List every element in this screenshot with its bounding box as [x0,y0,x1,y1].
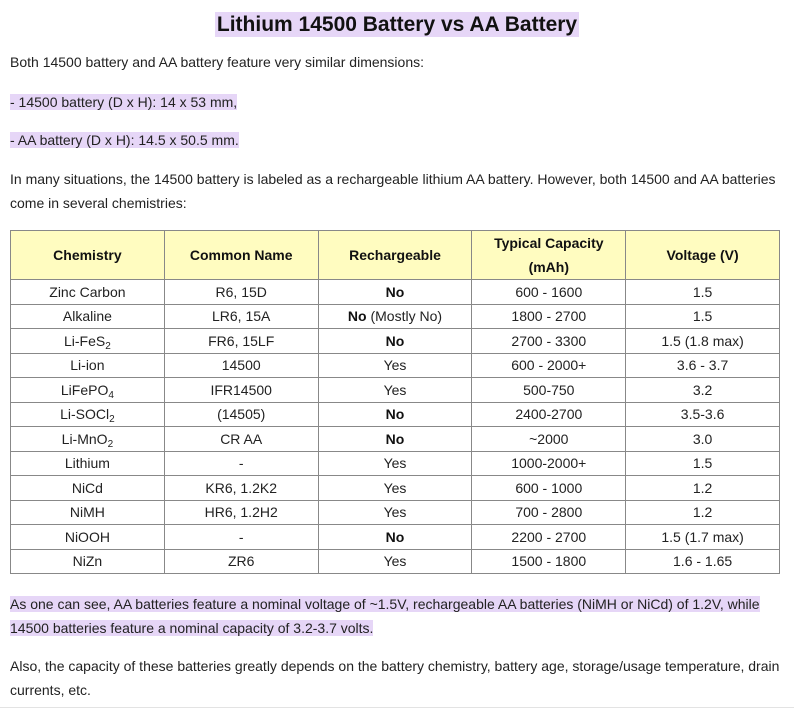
cell-rechargeable [318,304,472,329]
cell-chemistry [11,280,165,305]
header-voltage: Voltage (V) [626,231,780,280]
chemistry-text: NiZn [72,553,103,570]
bottom-divider [0,707,794,708]
table-row [11,549,780,574]
cell-capacity: 2400-2700 [472,402,626,427]
table-row [11,451,780,476]
cell-chemistry [11,304,165,329]
cell-chemistry [11,353,165,378]
cell-chemistry [11,476,165,501]
table-row [11,500,780,525]
chemistries-intro: In many situations, the 14500 battery is labeled as a rechargeable lithium AA battery. However, both 14500 and AA batteries come in several chemistries: [10,171,776,211]
cell-voltage: 1.5 [626,280,780,305]
cell-rechargeable [318,329,472,354]
cell-capacity: 2200 - 2700 [472,525,626,550]
cell-voltage: 1.5 (1.7 max) [626,525,780,550]
cell-rechargeable [318,549,472,574]
table-header-row [11,231,780,280]
header-chemistry: Chemistry [11,231,165,280]
cell-chemistry [11,451,165,476]
cell-voltage: 3.2 [626,378,780,403]
page-title: Lithium 14500 Battery vs AA Battery [216,13,578,36]
cell-capacity: ~2000 [472,427,626,452]
rechargeable-value: Yes [383,455,407,472]
cell-rechargeable [318,280,472,305]
cell-voltage: 1.5 [626,304,780,329]
cell-rechargeable [318,353,472,378]
cell-common-name: CR AA [164,427,318,452]
cell-capacity: 1800 - 2700 [472,304,626,329]
table-row [11,427,780,452]
summary-text: As one can see, AA batteries feature a nominal voltage of ~1.5V, rechargeable AA batteries (NiMH or NiCd) of 1.2V, while 14500 batteries feature a nominal capacity of 3.2-3.7 volts. [10,596,760,636]
cell-chemistry [11,402,165,427]
table-row [11,353,780,378]
cell-voltage: 3.0 [626,427,780,452]
cell-capacity: 1000-2000+ [472,451,626,476]
cell-voltage: 1.6 - 1.65 [626,549,780,574]
cell-capacity: 600 - 2000+ [472,353,626,378]
rechargeable-value: No [385,406,405,423]
chemistry-subscript: 2 [109,414,115,426]
cell-rechargeable [318,402,472,427]
rechargeable-value: No [347,308,367,325]
cell-rechargeable [318,500,472,525]
header-common-name: Common Name [164,231,318,280]
cell-common-name: - [164,451,318,476]
cell-voltage: 1.5 (1.8 max) [626,329,780,354]
rechargeable-value: Yes [383,381,407,398]
chemistry-text: Lithium [64,455,110,472]
cell-chemistry [11,427,165,452]
chemistry-text: Li-SOCl [60,406,110,423]
cell-common-name: LR6, 15A [164,304,318,329]
table-row [11,280,780,305]
rechargeable-value: No [385,528,405,545]
cell-rechargeable [318,525,472,550]
rechargeable-value: No [385,283,405,300]
header-capacity-line1: Typical Capacity [494,235,604,251]
chemistry-text: Alkaline [62,308,112,325]
chemistry-subscript: 2 [107,438,114,450]
cell-common-name: FR6, 15LF [164,329,318,354]
table-row [11,525,780,550]
dimension-14500-text: - 14500 battery (D x H): 14 x 53 mm, [10,94,238,110]
header-rechargeable: Rechargeable [318,231,472,280]
table-row [11,476,780,501]
cell-rechargeable [318,427,472,452]
cell-capacity: 600 - 1600 [472,280,626,305]
cell-common-name: 14500 [164,353,318,378]
table-row [11,304,780,329]
cell-rechargeable [318,451,472,476]
cell-common-name: KR6, 1.2K2 [164,476,318,501]
cell-chemistry [11,329,165,354]
cell-rechargeable [318,476,472,501]
table-body [11,280,780,574]
cell-common-name: - [164,525,318,550]
cell-common-name: R6, 15D [164,280,318,305]
cell-common-name: ZR6 [164,549,318,574]
table-row [11,402,780,427]
rechargeable-value: Yes [383,553,407,570]
battery-chemistry-table [10,230,780,574]
chemistry-text: Li-MnO [61,430,108,447]
intro-paragraph: Both 14500 battery and AA battery feature very similar dimensions: [10,54,425,70]
cell-common-name: (14505) [164,402,318,427]
cell-chemistry [11,549,165,574]
dimension-aa-text: - AA battery (D x H): 14.5 x 50.5 mm. [10,132,239,148]
cell-voltage: 3.5-3.6 [626,402,780,427]
cell-capacity: 1500 - 1800 [472,549,626,574]
cell-chemistry [11,378,165,403]
chemistry-text: Li-FeS [64,332,106,349]
title-wrap [0,0,794,45]
header-capacity [472,231,626,280]
cell-voltage: 1.5 [626,451,780,476]
chemistry-text: NiCd [71,479,103,496]
cell-common-name: HR6, 1.2H2 [164,500,318,525]
chemistry-subscript: 4 [108,389,114,401]
cell-capacity: 2700 - 3300 [472,329,626,354]
chemistry-text: NiOOH [64,528,110,545]
cell-capacity: 600 - 1000 [472,476,626,501]
dimension-14500 [10,90,237,114]
header-capacity-line2: (mAh) [528,259,569,275]
rechargeable-value: No [385,430,405,447]
also-paragraph: Also, the capacity of these batteries greatly depends on the battery chemistry, battery age, storage/usage temperature, drain currents, etc. [10,658,780,698]
cell-common-name: IFR14500 [164,378,318,403]
rechargeable-value: Yes [383,357,407,374]
cell-voltage: 1.2 [626,500,780,525]
summary-paragraph [10,592,785,640]
chemistry-text: Li-ion [70,357,105,374]
chemistry-text: LiFePO [60,381,109,398]
table-row [11,378,780,403]
cell-voltage: 1.2 [626,476,780,501]
dimension-aa [10,128,239,152]
rechargeable-value: Yes [383,479,407,496]
rechargeable-note: (Mostly No) [366,308,443,325]
cell-capacity: 700 - 2800 [472,500,626,525]
cell-rechargeable [318,378,472,403]
chemistry-text: Zinc Carbon [49,283,126,300]
chemistry-text: NiMH [69,504,105,521]
rechargeable-value: Yes [383,504,407,521]
cell-capacity: 500-750 [472,378,626,403]
cell-chemistry [11,525,165,550]
cell-voltage: 3.6 - 3.7 [626,353,780,378]
table-row [11,329,780,354]
chemistry-subscript: 2 [105,340,111,352]
cell-chemistry [11,500,165,525]
rechargeable-value: No [385,332,405,349]
